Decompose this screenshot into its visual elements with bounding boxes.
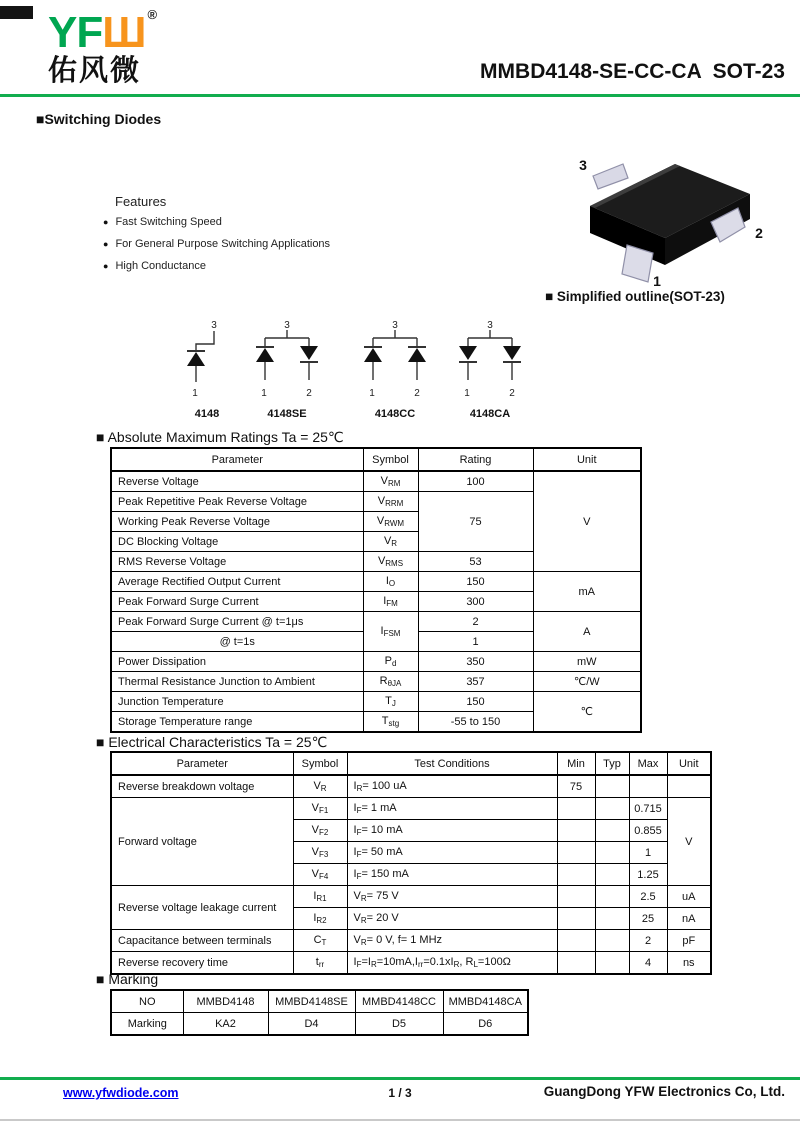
conditions-cell: $I_F= 50$ mA bbox=[347, 842, 557, 864]
param-cell: Power Dissipation bbox=[111, 652, 363, 672]
min-cell bbox=[557, 930, 595, 952]
max-cell: 0.855 bbox=[629, 820, 667, 842]
param-cell: Thermal Resistance Junction to Ambient bbox=[111, 672, 363, 692]
marking-cell: D4 bbox=[268, 1013, 355, 1036]
feature-text: For General Purpose Switching Applications bbox=[115, 238, 331, 250]
symbol-cell: $R_{\theta JA}$ bbox=[363, 672, 418, 692]
header-cell: Symbol bbox=[293, 752, 347, 775]
feature-item bbox=[103, 238, 330, 250]
max-cell: 2.5 bbox=[629, 886, 667, 908]
table-row bbox=[111, 952, 711, 975]
brand-logo-chinese: 佑风微 bbox=[48, 55, 142, 87]
typ-cell bbox=[595, 842, 629, 864]
conditions-cell: $I_F= 10$ mA bbox=[347, 820, 557, 842]
diode-symbol-figure bbox=[450, 318, 530, 420]
footer-company-name: GuangDong YFW Electronics Co, Ltd. bbox=[543, 1084, 785, 1099]
conditions-cell: $I_F= 150$ mA bbox=[347, 864, 557, 886]
diode-4148ca-icon bbox=[450, 318, 530, 406]
diode-symbol-figure bbox=[167, 318, 247, 420]
typ-cell bbox=[595, 886, 629, 908]
header-cell: Symbol bbox=[363, 448, 418, 471]
rating-cell: 53 bbox=[418, 552, 533, 572]
conditions-cell: $V_R= 75$ V bbox=[347, 886, 557, 908]
header-cell: Test Conditions bbox=[347, 752, 557, 775]
conditions-cell: $V_R= 20$ V bbox=[347, 908, 557, 930]
max-cell: 4 bbox=[629, 952, 667, 975]
registered-mark-icon: ® bbox=[147, 7, 157, 22]
pin2-label: 2 bbox=[755, 225, 763, 241]
header-divider bbox=[0, 94, 800, 97]
max-cell: 1.25 bbox=[629, 864, 667, 886]
marking-section-title: ■ Marking bbox=[96, 971, 159, 987]
marking-cell: D6 bbox=[443, 1013, 528, 1036]
marking-table bbox=[110, 989, 529, 1036]
unit-cell: mA bbox=[533, 572, 641, 612]
page-bottom-edge bbox=[0, 1119, 800, 1121]
symbol-cell: $V_R$ bbox=[363, 532, 418, 552]
header-cell: Parameter bbox=[111, 752, 293, 775]
param-cell: Reverse Voltage bbox=[111, 471, 363, 492]
amr-section-title: ■ Absolute Maximum Ratings Ta = 25℃ bbox=[96, 429, 344, 445]
param-cell: Reverse breakdown voltage bbox=[111, 775, 293, 798]
param-cell: Peak Repetitive Peak Reverse Voltage bbox=[111, 492, 363, 512]
symbol-cell: $V_R$ bbox=[293, 775, 347, 798]
unit-cell bbox=[667, 775, 711, 798]
unit-cell: uA bbox=[667, 886, 711, 908]
feature-item bbox=[103, 216, 222, 228]
typ-cell bbox=[595, 930, 629, 952]
unit-cell: A bbox=[533, 612, 641, 652]
symbol-cell: $T_{stg}$ bbox=[363, 712, 418, 733]
diode-4148se-icon bbox=[247, 318, 327, 406]
unit-cell: ℃/W bbox=[533, 672, 641, 692]
marking-cell: MMBD4148CA bbox=[443, 990, 528, 1013]
logo-yf-text: YF bbox=[48, 8, 103, 57]
footer-website-link[interactable]: www.yfwdiode.com bbox=[63, 1086, 179, 1100]
rating-cell: 150 bbox=[418, 692, 533, 712]
symbol-cell: $V_{F2}$ bbox=[293, 820, 347, 842]
ec-table bbox=[110, 751, 712, 975]
typ-cell bbox=[595, 820, 629, 842]
bullet-icon: ● bbox=[103, 239, 109, 249]
conditions-cell: $I_R= 100$ uA bbox=[347, 775, 557, 798]
unit-cell: V bbox=[667, 798, 711, 886]
unit-cell: ns bbox=[667, 952, 711, 975]
pin-label: 3 bbox=[211, 320, 217, 331]
footer-divider bbox=[0, 1077, 800, 1080]
marking-cell: D5 bbox=[355, 1013, 443, 1036]
header-cell: Unit bbox=[667, 752, 711, 775]
brand-logo bbox=[48, 8, 156, 86]
max-cell: 25 bbox=[629, 908, 667, 930]
table-row bbox=[111, 886, 711, 908]
symbol-label: 4148SE bbox=[267, 408, 307, 420]
symbol-cell: $t_{rr}$ bbox=[293, 952, 347, 975]
rating-cell: 350 bbox=[418, 652, 533, 672]
unit-cell: ℃ bbox=[533, 692, 641, 733]
param-cell: Junction Temperature bbox=[111, 692, 363, 712]
min-cell bbox=[557, 820, 595, 842]
rating-cell: 100 bbox=[418, 471, 533, 492]
page-title: MMBD4148-SE-CC-CA SOT-23 bbox=[480, 60, 785, 83]
min-cell bbox=[557, 842, 595, 864]
max-cell: 2 bbox=[629, 930, 667, 952]
unit-cell: nA bbox=[667, 908, 711, 930]
rating-cell: 150 bbox=[418, 572, 533, 592]
header-cell: Parameter bbox=[111, 448, 363, 471]
symbol-cell: $I_{R2}$ bbox=[293, 908, 347, 930]
pin-label: 3 bbox=[284, 320, 290, 331]
pin-label: 3 bbox=[487, 320, 493, 331]
brand-logo-wordmark bbox=[48, 8, 156, 55]
scan-artifact bbox=[0, 6, 33, 19]
sot23-package-image bbox=[535, 136, 790, 291]
marking-cell: NO bbox=[111, 990, 183, 1013]
param-cell: Capacitance between terminals bbox=[111, 930, 293, 952]
unit-cell: mW bbox=[533, 652, 641, 672]
min-cell bbox=[557, 886, 595, 908]
param-cell: RMS Reverse Voltage bbox=[111, 552, 363, 572]
symbol-cell: $I_{FM}$ bbox=[363, 592, 418, 612]
table-row bbox=[111, 652, 641, 672]
symbol-cell: $I_{R1}$ bbox=[293, 886, 347, 908]
param-cell: DC Blocking Voltage bbox=[111, 532, 363, 552]
pin-label: 1 bbox=[192, 388, 198, 399]
pin3-lead bbox=[593, 164, 628, 189]
diode-4148-icon bbox=[172, 318, 242, 406]
symbol-cell: $P_d$ bbox=[363, 652, 418, 672]
features-heading: Features bbox=[115, 194, 167, 209]
header-cell: Unit bbox=[533, 448, 641, 471]
rating-cell: 300 bbox=[418, 592, 533, 612]
table-row bbox=[111, 798, 711, 820]
typ-cell bbox=[595, 908, 629, 930]
symbol-cell: $V_{F1}$ bbox=[293, 798, 347, 820]
marking-cell: MMBD4148SE bbox=[268, 990, 355, 1013]
symbol-cell: $V_{RM}$ bbox=[363, 471, 418, 492]
bullet-icon: ● bbox=[103, 217, 109, 227]
typ-cell bbox=[595, 864, 629, 886]
param-cell: Working Peak Reverse Voltage bbox=[111, 512, 363, 532]
symbol-label: 4148CC bbox=[374, 408, 416, 420]
amr-table bbox=[110, 447, 642, 733]
param-cell: Forward voltage bbox=[111, 798, 293, 886]
table-row bbox=[111, 775, 711, 798]
table-row bbox=[111, 990, 528, 1013]
ec-section-title: ■ Electrical Characteristics Ta = 25℃ bbox=[96, 734, 328, 750]
symbol-cell: $C_T$ bbox=[293, 930, 347, 952]
param-cell: Peak Forward Surge Current bbox=[111, 592, 363, 612]
pin-label: 2 bbox=[306, 388, 312, 399]
min-cell bbox=[557, 798, 595, 820]
marking-cell: Marking bbox=[111, 1013, 183, 1036]
symbol-cell: $V_{RRM}$ bbox=[363, 492, 418, 512]
header-cell: Max bbox=[629, 752, 667, 775]
rating-cell: 2 bbox=[418, 612, 533, 632]
symbol-label: 4148CA bbox=[469, 408, 511, 420]
outline-caption: ■ Simplified outline(SOT-23) bbox=[545, 289, 725, 304]
pin1-label: 1 bbox=[653, 273, 661, 289]
table-row bbox=[111, 572, 641, 592]
table-row bbox=[111, 672, 641, 692]
table-row bbox=[111, 930, 711, 952]
param-cell: Reverse voltage leakage current bbox=[111, 886, 293, 930]
logo-w-text: Ш bbox=[102, 8, 146, 57]
rating-cell: -55 to 150 bbox=[418, 712, 533, 733]
min-cell bbox=[557, 908, 595, 930]
table-row bbox=[111, 692, 641, 712]
marking-cell: MMBD4148 bbox=[183, 990, 268, 1013]
header-cell: Typ bbox=[595, 752, 629, 775]
param-cell: @ t=1s bbox=[111, 632, 363, 652]
pin-label: 2 bbox=[414, 388, 420, 399]
diode-symbol-figure bbox=[247, 318, 327, 420]
pin3-label: 3 bbox=[579, 157, 587, 173]
symbol-cell: $V_{F3}$ bbox=[293, 842, 347, 864]
rating-cell: 75 bbox=[418, 492, 533, 552]
param-cell: Average Rectified Output Current bbox=[111, 572, 363, 592]
pin-label: 3 bbox=[392, 320, 398, 331]
feature-text: High Conductance bbox=[115, 260, 206, 272]
symbol-cell: $I_O$ bbox=[363, 572, 418, 592]
pin-label: 1 bbox=[261, 388, 267, 399]
marking-cell: KA2 bbox=[183, 1013, 268, 1036]
table-row bbox=[111, 1013, 528, 1036]
min-cell: 75 bbox=[557, 775, 595, 798]
bullet-icon: ● bbox=[103, 261, 109, 271]
symbol-cell: $T_J$ bbox=[363, 692, 418, 712]
conditions-cell: $V_R= 0$ V, f= 1 MHz bbox=[347, 930, 557, 952]
param-cell: Reverse recovery time bbox=[111, 952, 293, 975]
feature-item bbox=[103, 260, 206, 272]
table-row bbox=[111, 612, 641, 632]
unit-cell: pF bbox=[667, 930, 711, 952]
section-switching-diodes: ■Switching Diodes bbox=[36, 111, 162, 127]
rating-cell: 357 bbox=[418, 672, 533, 692]
min-cell bbox=[557, 864, 595, 886]
typ-cell bbox=[595, 775, 629, 798]
footer-page-number: 1 / 3 bbox=[388, 1086, 412, 1100]
marking-cell: MMBD4148CC bbox=[355, 990, 443, 1013]
symbol-cell: $I_{FSM}$ bbox=[363, 612, 418, 652]
param-cell: Storage Temperature range bbox=[111, 712, 363, 733]
conditions-cell: $I_F=I_R=10mA,I_{rr}=0.1xI_R$, $R_L=100\Omega$ bbox=[347, 952, 557, 975]
symbol-label: 4148 bbox=[194, 408, 220, 420]
max-cell bbox=[629, 775, 667, 798]
feature-text: Fast Switching Speed bbox=[115, 216, 222, 228]
typ-cell bbox=[595, 952, 629, 975]
pin-label: 2 bbox=[509, 388, 515, 399]
max-cell: 1 bbox=[629, 842, 667, 864]
table-header-row bbox=[111, 448, 641, 471]
diode-4148cc-icon bbox=[355, 318, 435, 406]
symbol-cell: $V_{RWM}$ bbox=[363, 512, 418, 532]
diode-symbol-figure bbox=[355, 318, 435, 420]
min-cell bbox=[557, 952, 595, 975]
rating-cell: 1 bbox=[418, 632, 533, 652]
header-cell: Min bbox=[557, 752, 595, 775]
pin-label: 1 bbox=[369, 388, 375, 399]
header-cell: Rating bbox=[418, 448, 533, 471]
unit-cell: V bbox=[533, 471, 641, 572]
pin-label: 1 bbox=[464, 388, 470, 399]
param-cell: Peak Forward Surge Current @ t=1μs bbox=[111, 612, 363, 632]
conditions-cell: $I_F= 1$ mA bbox=[347, 798, 557, 820]
symbol-cell: $V_{F4}$ bbox=[293, 864, 347, 886]
symbol-cell: $V_{RMS}$ bbox=[363, 552, 418, 572]
table-row bbox=[111, 471, 641, 492]
table-header-row bbox=[111, 752, 711, 775]
max-cell: 0.715 bbox=[629, 798, 667, 820]
typ-cell bbox=[595, 798, 629, 820]
